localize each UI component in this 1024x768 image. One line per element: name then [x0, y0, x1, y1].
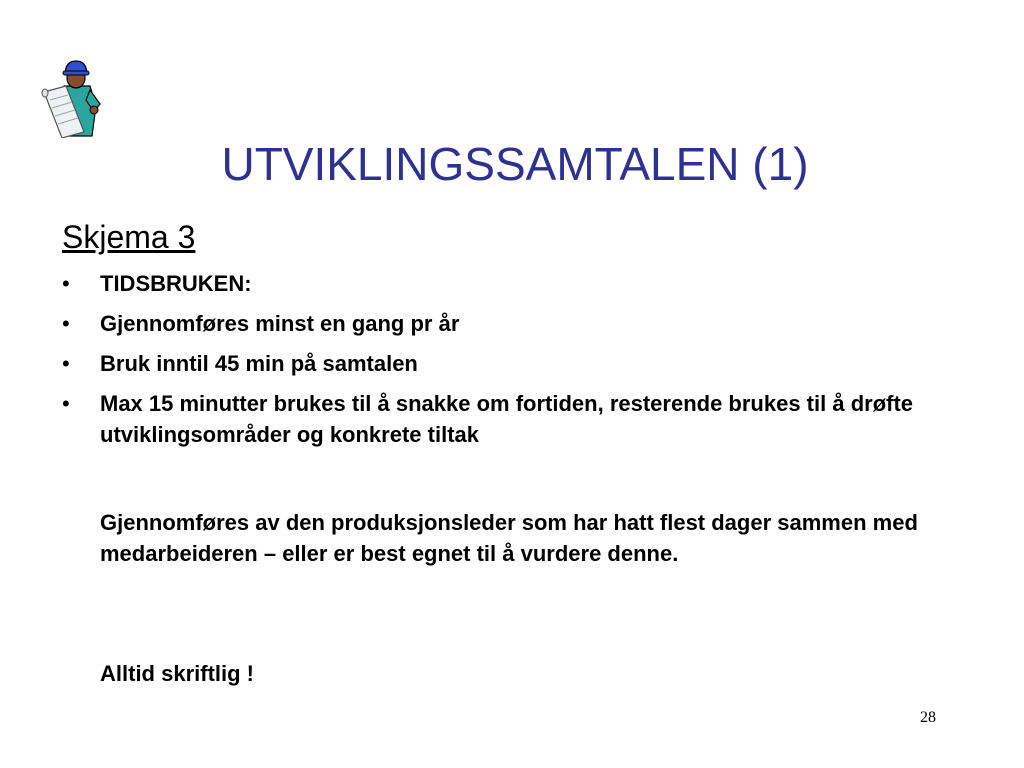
bullet-item-duration — [62, 348, 942, 379]
bullet-icon: • — [62, 351, 70, 376]
bullet-text: Gjennomføres minst en gang pr år — [100, 311, 460, 336]
always-written-note: Alltid skriftlig ! — [100, 661, 254, 686]
slide-title: UTVIKLINGSSAMTALEN (1) — [221, 138, 809, 190]
bullet-item-frequency — [62, 308, 942, 339]
bullet-text: Bruk inntil 45 min på samtalen — [100, 351, 418, 376]
responsibility-paragraph: Gjennomføres av den produksjonsleder som har hatt flest dager sammen med medarbeideren – eller er best egnet til å vurdere denne. — [100, 510, 918, 566]
bullet-item-time-split — [62, 388, 942, 450]
slide-subtitle: Skjema 3 — [62, 219, 196, 255]
bullet-text: Max 15 minutter brukes til å snakke om fortiden, resterende brukes til å drøfte utviklingsområder og konkrete tiltak — [100, 391, 914, 447]
worker-with-blueprint-clipart — [36, 56, 110, 138]
bullet-list — [62, 268, 942, 459]
bullet-icon: • — [62, 271, 70, 296]
bullet-item-tidsbruken — [62, 268, 942, 299]
bullet-icon: • — [62, 311, 70, 336]
bullet-icon: • — [62, 391, 70, 416]
bullet-text: TIDSBRUKEN: — [100, 271, 252, 296]
page-number: 28 — [920, 709, 936, 726]
